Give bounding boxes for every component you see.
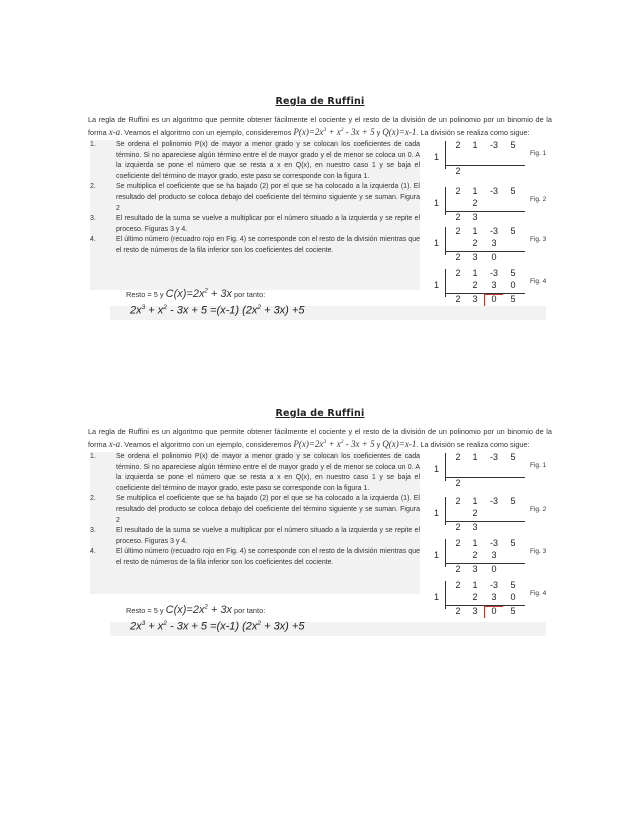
step-item: 2. Se multiplica el coeficiente que se ha bajado (2) por el que se ha colocado a la izquierda (1). El resultado del producto se coloca debajo del coeficiente del término siguiente y se suman. Figura 2	[90, 183, 420, 212]
figure-label: Fig. 3	[530, 548, 547, 555]
figure-row-top	[450, 268, 522, 280]
figure-label: Fig. 3	[530, 236, 547, 243]
steps-list	[90, 140, 420, 290]
figure-cell: 3	[472, 606, 478, 616]
intro-paragraph: La regla de Ruffini es un algoritmo que permite obtener fácilmente el cociente y el resto de la división de un polinomio por un binomio de la forma x-a. Veamos el algoritmo con un ejemplo, consideremos $P(x)=2x^3 + x^2 - 3x + 5$ y Q(x)=x-1. La división se realiza como sigue:	[88, 427, 552, 449]
figure-cell: 2	[472, 508, 478, 518]
figure-cell: 2	[472, 238, 478, 248]
figure-cell: -3	[489, 538, 498, 548]
figure-cell: 2	[455, 478, 461, 488]
figure-row-bottom	[450, 564, 522, 576]
figure-horizontal-line	[445, 521, 525, 522]
figure-cell: 2	[472, 198, 478, 208]
figure-row-top	[450, 496, 522, 508]
remainder-box	[484, 294, 503, 306]
figure-divisor: 1	[434, 152, 440, 162]
figure-cell: 0	[491, 252, 497, 262]
figure-cell: 2	[472, 592, 478, 602]
figure-label: Fig. 2	[530, 196, 547, 203]
figure-cell: 2	[455, 580, 461, 590]
figure-cell: 3	[491, 550, 497, 560]
remainder-box	[484, 606, 503, 618]
figure-3	[430, 226, 550, 264]
figure-label: Fig. 4	[530, 590, 547, 597]
figure-label: Fig. 1	[530, 150, 547, 157]
figure-row-mid	[450, 464, 522, 476]
figure-cell: 2	[455, 166, 461, 176]
ruffini-section-1	[88, 96, 552, 330]
figure-cell: -3	[489, 452, 498, 462]
figure-row-bottom	[450, 522, 522, 534]
figure-cell: 5	[510, 140, 516, 150]
steps-list	[90, 452, 420, 594]
figure-row-bottom	[450, 478, 522, 490]
figure-cell: 3	[472, 522, 478, 532]
figure-cell: 2	[455, 564, 461, 574]
figure-divisor: 1	[434, 238, 440, 248]
figure-row-top	[450, 186, 522, 198]
figure-cell: 0	[491, 564, 497, 574]
figure-2	[430, 186, 550, 224]
figure-cell: 1	[472, 268, 478, 278]
figure-cell: -3	[489, 140, 498, 150]
result-line: Resto = 5 y $C(x)=2x^2 + 3x$ por tanto:	[126, 288, 266, 300]
figure-cell: 1	[472, 452, 478, 462]
figure-label: Fig. 1	[530, 462, 547, 469]
figure-2	[430, 496, 550, 534]
figure-cell: 0	[510, 592, 516, 602]
figure-horizontal-line	[445, 477, 525, 478]
figure-divisor: 1	[434, 280, 440, 290]
figure-row-mid	[450, 198, 522, 210]
section-title: Regla de Ruffini	[275, 96, 365, 107]
figure-cell: 2	[455, 538, 461, 548]
figure-cell: 2	[472, 280, 478, 290]
step-item: 1. Se ordena el polinomio P(x) de mayor a menor grado y se colocan los coeficientes de cada término. Si no apareciese algún término entre el de mayor grado y el de menor se coloca un 0. A la izquierda se pone el número que se resta a x en Q(x), en nuestro caso 1 y se baja el coeficiente del término de mayor grado, este paso se corresponde con la figura 1.	[90, 141, 420, 180]
figure-horizontal-line	[445, 563, 525, 564]
figure-cell: 2	[455, 452, 461, 462]
figure-row-mid	[450, 592, 522, 604]
figure-cell: -3	[489, 186, 498, 196]
figure-horizontal-line	[445, 251, 525, 252]
figure-cell: 2	[455, 496, 461, 506]
figure-cell: 0	[510, 280, 516, 290]
figure-cell: 1	[472, 226, 478, 236]
figure-cell: -3	[489, 580, 498, 590]
ruffini-section-2	[88, 408, 552, 642]
figure-3	[430, 538, 550, 576]
figure-cell: 5	[510, 580, 516, 590]
step-item: 1. Se ordena el polinomio P(x) de mayor a menor grado y se colocan los coeficientes de cada término. Si no apareciese algún término entre el de mayor grado y el de menor se coloca un 0. A la izquierda se pone el número que se resta a x en Q(x), en nuestro caso 1 y se baja el coeficiente del término de mayor grado, este paso se corresponde con la figura 1.	[90, 453, 420, 492]
figure-row-top	[450, 452, 522, 464]
figure-cell: 2	[455, 186, 461, 196]
figure-row-top	[450, 226, 522, 238]
figure-cell: 2	[472, 550, 478, 560]
figure-cell: 1	[472, 580, 478, 590]
figure-divisor: 1	[434, 198, 440, 208]
figure-cell: 3	[491, 592, 497, 602]
steps-and-figures	[88, 452, 552, 642]
figure-divisor: 1	[434, 508, 440, 518]
figure-cell: 5	[510, 538, 516, 548]
figure-cell: 5	[510, 452, 516, 462]
figure-cell: 3	[472, 294, 478, 304]
figure-4	[430, 580, 550, 618]
figure-row-bottom	[450, 212, 522, 224]
figure-row-top	[450, 538, 522, 550]
figure-cell: 1	[472, 538, 478, 548]
figure-cell: 3	[472, 252, 478, 262]
figure-row-mid	[450, 280, 522, 292]
figure-cell: 0	[491, 606, 497, 616]
figure-cell: 1	[472, 496, 478, 506]
step-item: 3. El resultado de la suma se vuelve a multiplicar por el número situado a la izquierda y se repite el proceso. Figuras 3 y 4.	[90, 527, 420, 545]
figure-cell: 3	[491, 238, 497, 248]
figure-row-bottom	[450, 252, 522, 264]
intro-paragraph: La regla de Ruffini es un algoritmo que permite obtener fácilmente el cociente y el resto de la división de un polinomio por un binomio de la forma x-a. Veamos el algoritmo con un ejemplo, consideremos $P(x)=2x^3 + x^2 - 3x + 5$ y Q(x)=x-1. La división se realiza como sigue:	[88, 115, 552, 137]
figure-cell: 1	[472, 140, 478, 150]
figure-cell: 5	[510, 226, 516, 236]
figure-cell: 2	[455, 252, 461, 262]
result-equation: $2x^3 + x^2 - 3x + 5 =(x-1) (2x^2 + 3x) +5$	[130, 304, 305, 317]
step-item: 4. El último número (recuadro rojo en Fig. 4) se corresponde con el resto de la división mientras que el resto de números de la fila inferior son los coeficientes del cociente.	[90, 548, 420, 566]
figure-row-mid	[450, 152, 522, 164]
result-line: Resto = 5 y $C(x)=2x^2 + 3x$ por tanto:	[126, 604, 266, 616]
step-item: 2. Se multiplica el coeficiente que se ha bajado (2) por el que se ha colocado a la izquierda (1). El resultado del producto se coloca debajo del coeficiente del término siguiente y se suman. Figura 2	[90, 495, 420, 524]
figure-cell: 2	[455, 268, 461, 278]
figure-4	[430, 268, 550, 306]
figure-divisor: 1	[434, 592, 440, 602]
steps-and-figures	[88, 140, 552, 330]
figure-divisor: 1	[434, 464, 440, 474]
figure-row-top	[450, 580, 522, 592]
figure-cell: 5	[510, 496, 516, 506]
figure-cell: 3	[472, 564, 478, 574]
figure-cell: 3	[491, 280, 497, 290]
figure-1	[430, 140, 550, 178]
figure-cell: 5	[510, 186, 516, 196]
result-equation: $2x^3 + x^2 - 3x + 5 =(x-1) (2x^2 + 3x) +5$	[130, 620, 305, 633]
figure-horizontal-line	[445, 165, 525, 166]
step-item: 4. El último número (recuadro rojo en Fig. 4) se corresponde con el resto de la división mientras que el resto de números de la fila inferior son los coeficientes del cociente.	[90, 236, 420, 254]
figure-cell: 2	[455, 606, 461, 616]
figure-row-bottom	[450, 166, 522, 178]
figure-cell: 5	[510, 606, 516, 616]
figure-cell: 5	[510, 294, 516, 304]
section-title: Regla de Ruffini	[275, 408, 365, 419]
figure-cell: -3	[489, 496, 498, 506]
figure-row-top	[450, 140, 522, 152]
figure-cell: 2	[455, 294, 461, 304]
figure-divisor: 1	[434, 550, 440, 560]
figure-row-mid	[450, 508, 522, 520]
figure-cell: 5	[510, 268, 516, 278]
figure-row-mid	[450, 550, 522, 562]
figure-horizontal-line	[445, 211, 525, 212]
figure-cell: 3	[472, 212, 478, 222]
figure-1	[430, 452, 550, 490]
figure-cell: 1	[472, 186, 478, 196]
figure-cell: 2	[455, 212, 461, 222]
figure-cell: 2	[455, 226, 461, 236]
figure-cell: -3	[489, 268, 498, 278]
figure-label: Fig. 4	[530, 278, 547, 285]
figure-cell: -3	[489, 226, 498, 236]
step-item: 3. El resultado de la suma se vuelve a multiplicar por el número situado a la izquierda y se repite el proceso. Figuras 3 y 4.	[90, 215, 420, 233]
figure-label: Fig. 2	[530, 506, 547, 513]
figure-cell: 2	[455, 522, 461, 532]
figure-cell: 0	[491, 294, 497, 304]
figure-cell: 2	[455, 140, 461, 150]
figure-row-mid	[450, 238, 522, 250]
